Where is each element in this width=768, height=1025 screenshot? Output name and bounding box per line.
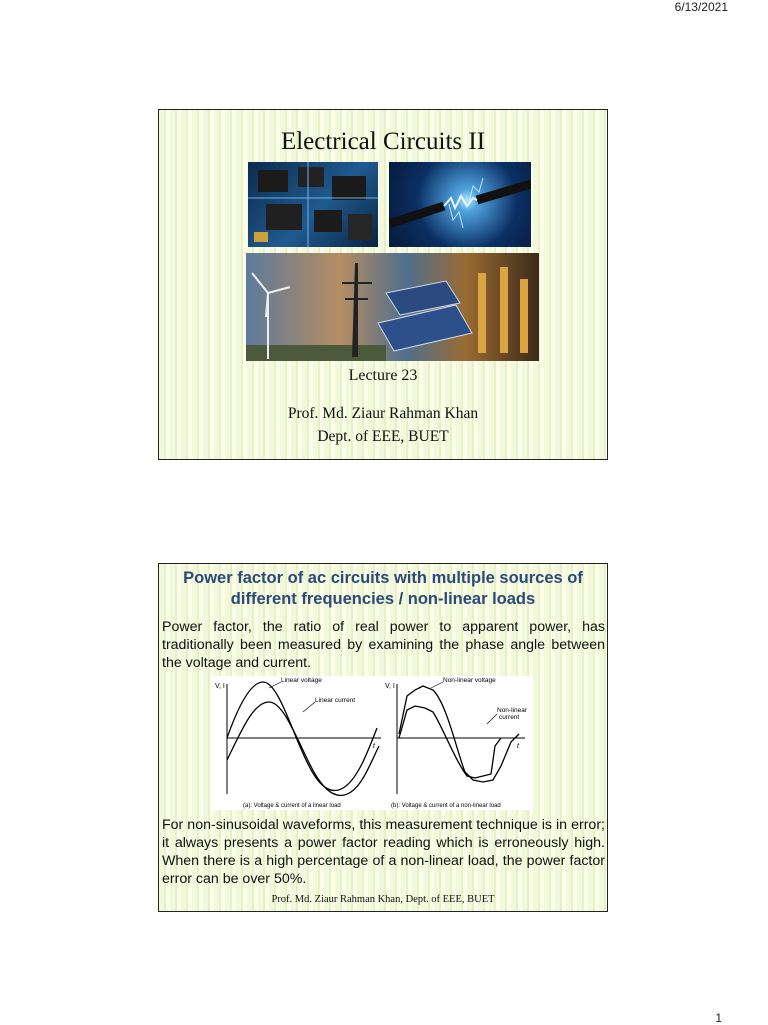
lecture-number: Lecture 23 (348, 367, 418, 384)
panel-b-current-label-2: current (499, 714, 520, 721)
power-systems-collage-graphic (246, 253, 539, 361)
cable-spark-image (389, 162, 531, 247)
panel-b-y-label: V, I (385, 683, 395, 690)
panel-a-voltage-label: Linear voltage (281, 677, 322, 684)
panel-b-caption: (b): Voltage & current of a non-linear load (391, 803, 501, 809)
panel-a-caption: (a): Voltage & current of a linear load (243, 803, 341, 809)
paragraph-non-sinusoidal: For non-sinusoidal waveforms, this measurement technique is in error; it always presents a power factor reading which is erroneously high. When there is a high percentage of a non-linear load, the power factor error can be over 50%. (162, 817, 605, 887)
panel-a-y-label: V, I (215, 683, 225, 690)
panel-b-nonlinear-voltage-curve (399, 686, 519, 782)
power-systems-collage-image (246, 253, 539, 361)
panel-b-voltage-label: Non-linear voltage (443, 677, 496, 684)
slide-heading-line-2: different frequencies / non-linear loads (230, 590, 536, 608)
circuit-board-graphic (248, 162, 378, 247)
cable-spark-graphic (389, 162, 531, 247)
slide-heading-line-1: Power factor of ac circuits with multiple sources of (183, 569, 583, 587)
panel-b-current-label-1: Non-linear (497, 707, 527, 714)
page-number: 1 (715, 1011, 722, 1025)
circuit-board-image (248, 162, 378, 247)
panel-b-nonlinear-current-curve (399, 706, 501, 778)
page-date: 6/13/2021 (674, 0, 728, 14)
panel-a-current-label: Linear current (315, 697, 356, 704)
slide-footer: Prof. Md. Ziaur Rahman Khan, Dept. of EEE, BUET (271, 894, 495, 905)
slide-power-factor (158, 563, 608, 912)
author-name: Prof. Md. Ziaur Rahman Khan (287, 405, 479, 422)
panel-a-linear-current-curve (227, 702, 379, 795)
waveform-diagram (211, 676, 533, 810)
author-department: Dept. of EEE, BUET (317, 428, 449, 445)
paragraph-definition: Power factor, the ratio of real power to apparent power, has traditionally been measured by examining the phase angle between the voltage and current. (162, 619, 605, 671)
slide-title (158, 109, 608, 460)
slide-heading (159, 568, 607, 610)
waveform-figure (211, 676, 533, 810)
panel-a-x-label: t (373, 743, 375, 750)
slide-title-heading: Electrical Circuits II (280, 128, 486, 155)
panel-b-x-label: t (517, 743, 519, 750)
